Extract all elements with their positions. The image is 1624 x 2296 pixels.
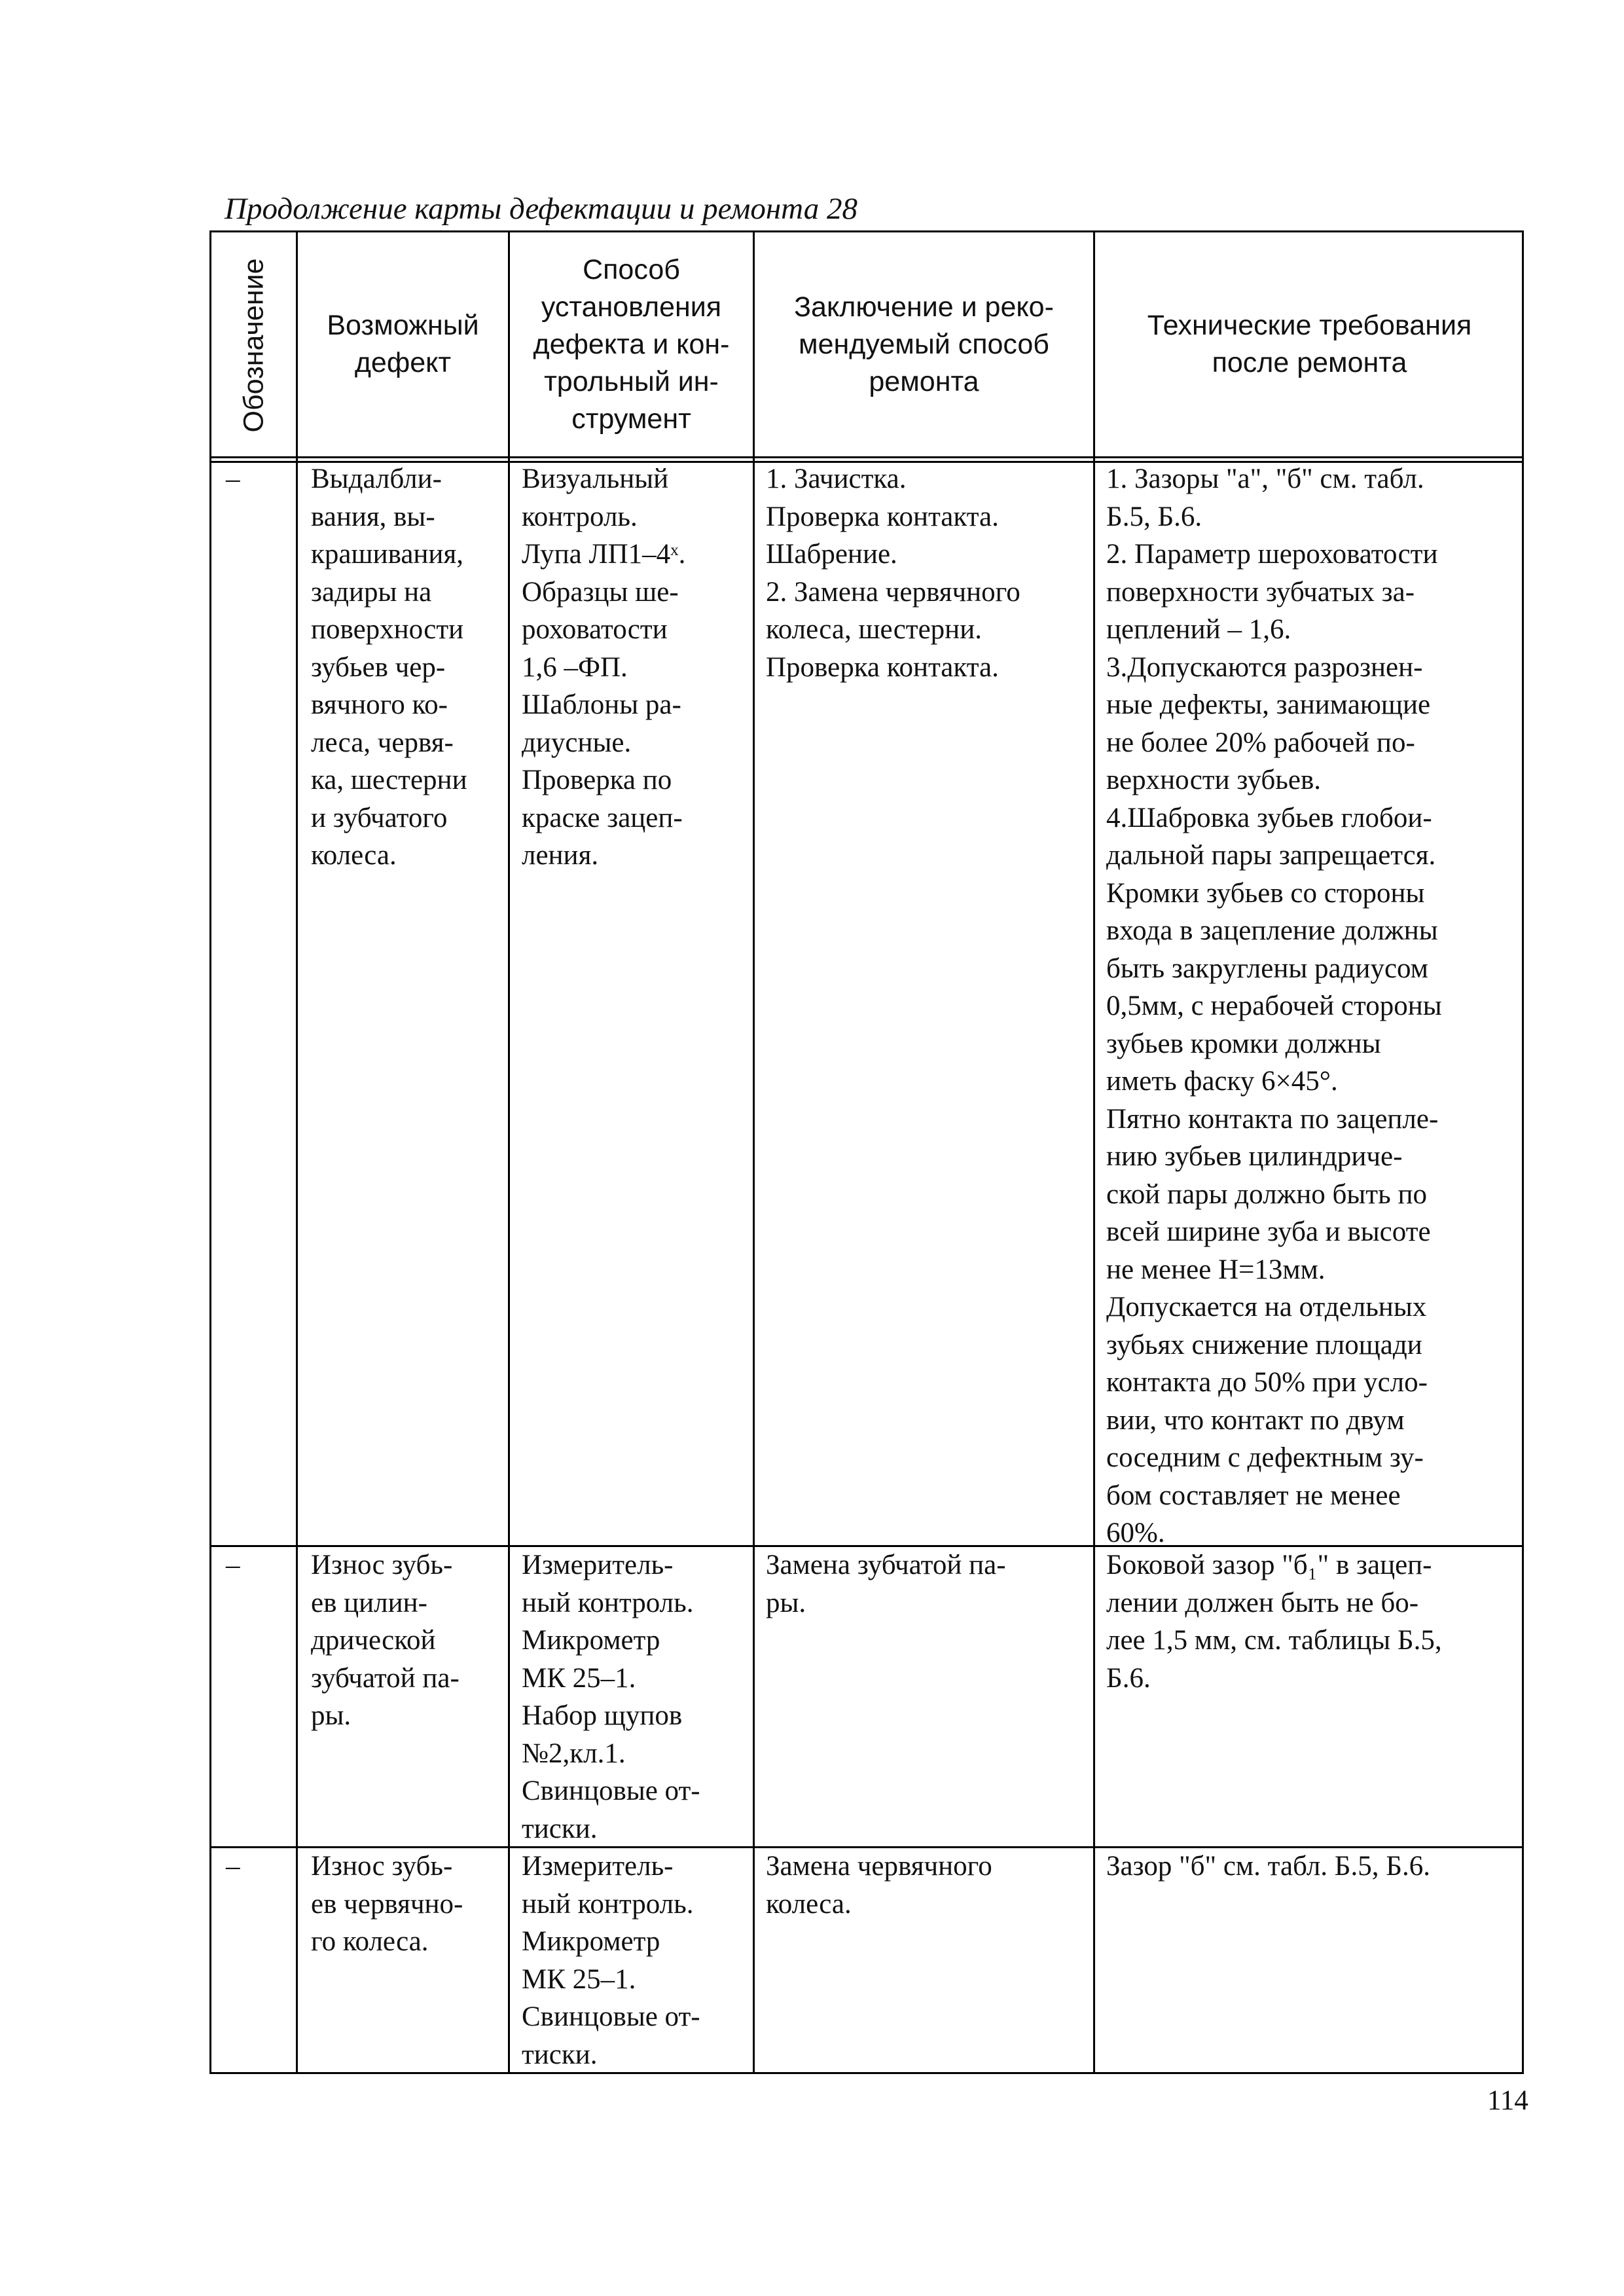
header-designation: Обозначение <box>238 258 270 433</box>
page-number: 114 <box>1487 2085 1528 2116</box>
column-divider <box>508 230 510 2074</box>
column-divider <box>753 230 755 2074</box>
defect-cell: Износ зубь- ев цилин- дрической зубчатой па- ры. <box>311 1550 460 1731</box>
header-divider <box>209 456 1524 458</box>
method-cell: Визуальный контроль. Лупа ЛП1–4ˣ. Образцы ше- роховатости 1,6 –ФП. Шаблоны ра- диусные. Проверка по краске зацеп- ления. <box>522 464 686 871</box>
column-divider <box>1093 230 1095 2074</box>
header-method: Способ установления дефекта и кон- трольный ин- струмент <box>533 253 730 435</box>
conclusion-cell: Замена червячного колеса. <box>766 1851 992 1920</box>
designation-cell: – <box>226 464 240 494</box>
method-cell: Измеритель- ный контроль. Микрометр МК 25–1. Свинцовые от- тиски. <box>522 1851 700 2070</box>
header-conclusion: Заключение и реко- мендуемый способ ремонта <box>794 291 1054 397</box>
header-defect: Возможный дефект <box>327 310 479 378</box>
header-requirements: Технические требования после ремонта <box>1147 310 1472 378</box>
designation-cell: – <box>226 1851 240 1882</box>
method-cell: Измеритель- ный контроль. Микрометр МК 25–1. Набор щупов №2,кл.1. Свинцовые от- тиски. <box>522 1550 700 1844</box>
requirements-cell: Зазор "б" см. табл. Б.5, Б.6. <box>1106 1851 1430 1882</box>
column-divider <box>296 230 298 2074</box>
conclusion-cell: Замена зубчатой па- ры. <box>766 1550 1006 1618</box>
table-caption: Продолжение карты дефектации и ремонта 28 <box>225 192 857 226</box>
requirements-cell: Боковой зазор "б₁" в зацеп- лении должен быть не бо- лее 1,5 мм, см. таблицы Б.5, Б.6. <box>1106 1550 1442 1694</box>
designation-cell: – <box>226 1550 240 1580</box>
requirements-cell: 1. Зазоры "а", "б" см. табл. Б.5, Б.6. 2. Параметр шероховатости поверхности зубчатых за- цеплений – 1,6. 3.Допускаются разрознен- ные дефекты, занимающие не более 20% рабочей по- верхности зубьев. 4.Шабровка зубьев глобои- дальной пары запрещается. Кромки зубьев со стороны входа в зацепление должны быть закруглены радиусом 0,5мм, с нерабочей стороны зубьев кромки должны иметь фаску 6×45°. Пятно контакта по зацепле- нию зубьев цилиндриче- ской пары должно быть по всей ширине зуба и высоте не менее Н=13мм. Допускается на отдельных зубьях снижение площади контакта до 50% при усло- вии, что контакт по двум соседним с дефектным зу- бом составляет не менее 60%. <box>1106 464 1442 1548</box>
defect-cell: Выдалбли- вания, вы- крашивания, задиры на поверхности зубьев чер- вячного ко- леса, червя- ка, шестерни и зубчатого колеса. <box>311 464 467 871</box>
defect-cell: Износ зубь- ев червячно- го колеса. <box>311 1851 463 1957</box>
conclusion-cell: 1. Зачистка. Проверка контакта. Шабрение. 2. Замена червячного колеса, шестерни. Проверка контакта. <box>766 464 1020 683</box>
